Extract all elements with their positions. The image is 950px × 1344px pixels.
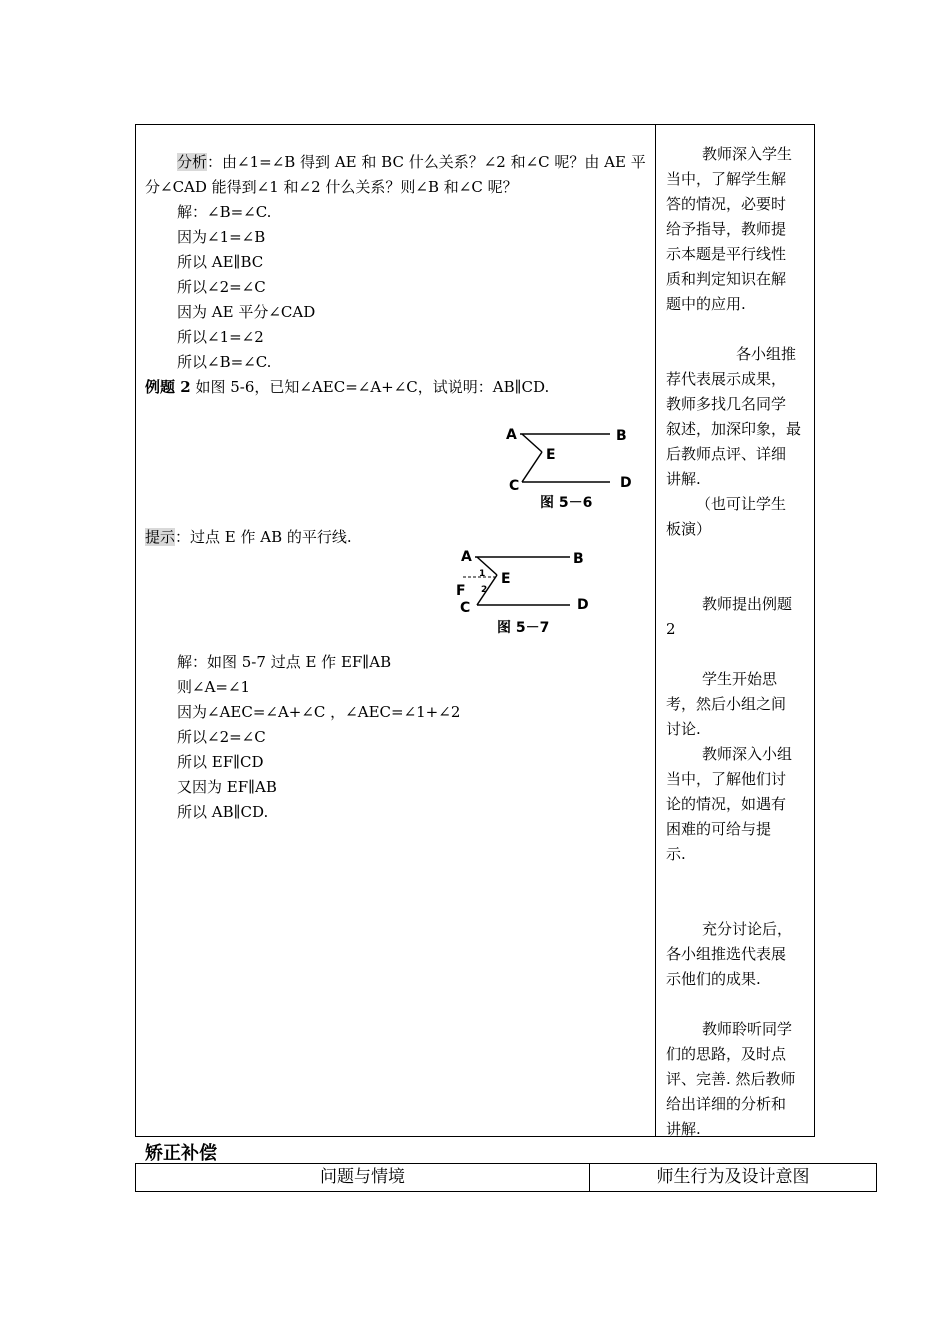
fig57-label-e: E [501, 571, 511, 587]
fig57-label-d: D [577, 597, 589, 613]
table-header-col2: 师生行为及设计意图 [656, 1167, 810, 1187]
fig57-angle-2: 2 [481, 585, 488, 595]
fig57-label-b: B [573, 551, 584, 567]
solution-line: 所以∠2=∠C [177, 278, 266, 296]
right-text: 论的情况，如遇有 [666, 795, 787, 813]
solution2-line: 所以 AB∥CD. [177, 803, 269, 821]
figure-5-7 [455, 545, 605, 640]
solution-line: 因为 AE 平分∠CAD [177, 303, 316, 321]
fig57-label-c: C [460, 600, 471, 616]
fig56-label-b: B [616, 428, 627, 444]
example-2-line: 例题 2 如图 5-6，已知∠AEC=∠A+∠C，试说明：AB∥CD. [145, 378, 550, 396]
table-header-col1: 问题与情境 [136, 1164, 590, 1191]
analysis-line-2: 分∠CAD 能得到∠1 和∠2 什么关系？则∠B 和∠C 呢？ [145, 178, 518, 196]
fig56-label-e: E [546, 447, 556, 463]
solution-line: 所以 AE∥BC [177, 253, 264, 271]
fig56-label-d: D [620, 475, 632, 491]
right-text: 们的思路，及时点 [666, 1045, 787, 1063]
right-text: 答的情况，必要时 [666, 195, 787, 213]
figure-5-6 [500, 420, 640, 515]
right-column [666, 142, 804, 1142]
solution2-line: 所以∠2=∠C [177, 728, 266, 746]
solution2-line: 又因为 EF∥AB [177, 778, 277, 796]
right-text: 示. [666, 845, 686, 863]
right-text: 教师深入学生 [702, 145, 793, 163]
right-text: 题中的应用. [666, 295, 746, 313]
header-table [135, 1163, 877, 1192]
right-text: 教师提出例题 [702, 595, 793, 613]
fig56-caption: 图 5－6 [540, 495, 593, 511]
section-title: 矫正补偿 [145, 1143, 217, 1164]
right-text: 评、完善. 然后教师 [666, 1070, 796, 1088]
right-text: 各小组推 [736, 345, 797, 363]
solution2-line: 则∠A=∠1 [177, 678, 251, 696]
hint-line: 提示：过点 E 作 AB 的平行线. [145, 528, 352, 546]
right-text: 充分讨论后， [702, 920, 793, 938]
fig57-label-f: F [456, 583, 466, 599]
analysis-label: 分析 [177, 153, 208, 171]
fig57-label-a: A [461, 549, 472, 565]
right-text: 讨论. [666, 720, 701, 738]
solution2-line: 解：如图 5-7 过点 E 作 EF∥AB [177, 653, 392, 671]
right-text: 板演） [666, 520, 712, 538]
right-text: 2 [666, 620, 676, 638]
right-text: 当中，了解学生解 [666, 170, 787, 188]
right-text: 教师聆听同学 [702, 1020, 793, 1038]
right-text: 各小组推选代表展 [666, 945, 787, 963]
solution-line: 因为∠1=∠B [177, 228, 266, 246]
solution-line: 所以∠1=∠2 [177, 328, 264, 346]
right-text: 质和判定知识在解 [666, 270, 787, 288]
solution-line: 所以∠B=∠C. [177, 353, 272, 371]
solution-line: 解：∠B=∠C. [177, 203, 272, 221]
right-text: 学生开始思 [702, 670, 778, 688]
fig57-caption: 图 5－7 [497, 620, 550, 636]
right-text: 给予指导，教师提 [666, 220, 787, 238]
right-text: 示本题是平行线性 [666, 245, 787, 263]
right-text: 教师深入小组 [702, 745, 793, 763]
right-text: 叙述，加深印象，最 [666, 420, 802, 438]
solution2-line: 因为∠AEC=∠A+∠C ，∠AEC=∠1+∠2 [177, 703, 461, 721]
fig56-label-c: C [509, 478, 520, 494]
right-text: 荐代表展示成果， [666, 370, 787, 388]
right-text: 教师多找几名同学 [666, 395, 787, 413]
column-divider [655, 124, 656, 1137]
right-text: 讲解. [666, 1120, 701, 1138]
right-text: 后教师点评、详细 [666, 445, 787, 463]
right-text: 给出详细的分析和 [666, 1095, 787, 1113]
right-text: （也可让学生 [696, 495, 787, 513]
right-text: 讲解. [666, 470, 701, 488]
right-text: 困难的可给与提 [666, 820, 772, 838]
fig56-label-a: A [506, 427, 517, 443]
example-2-label: 例题 2 [145, 378, 191, 396]
analysis-line-1: 分析：由∠1=∠B 得到 AE 和 BC 什么关系？∠2 和∠C 呢？由 AE 平 [177, 153, 646, 171]
right-text: 考，然后小组之间 [666, 695, 787, 713]
solution2-line: 所以 EF∥CD [177, 753, 264, 771]
right-text: 示他们的成果. [666, 970, 761, 988]
fig57-angle-1: 1 [479, 569, 486, 579]
right-text: 当中，了解他们讨 [666, 770, 787, 788]
hint-label: 提示 [145, 528, 176, 546]
